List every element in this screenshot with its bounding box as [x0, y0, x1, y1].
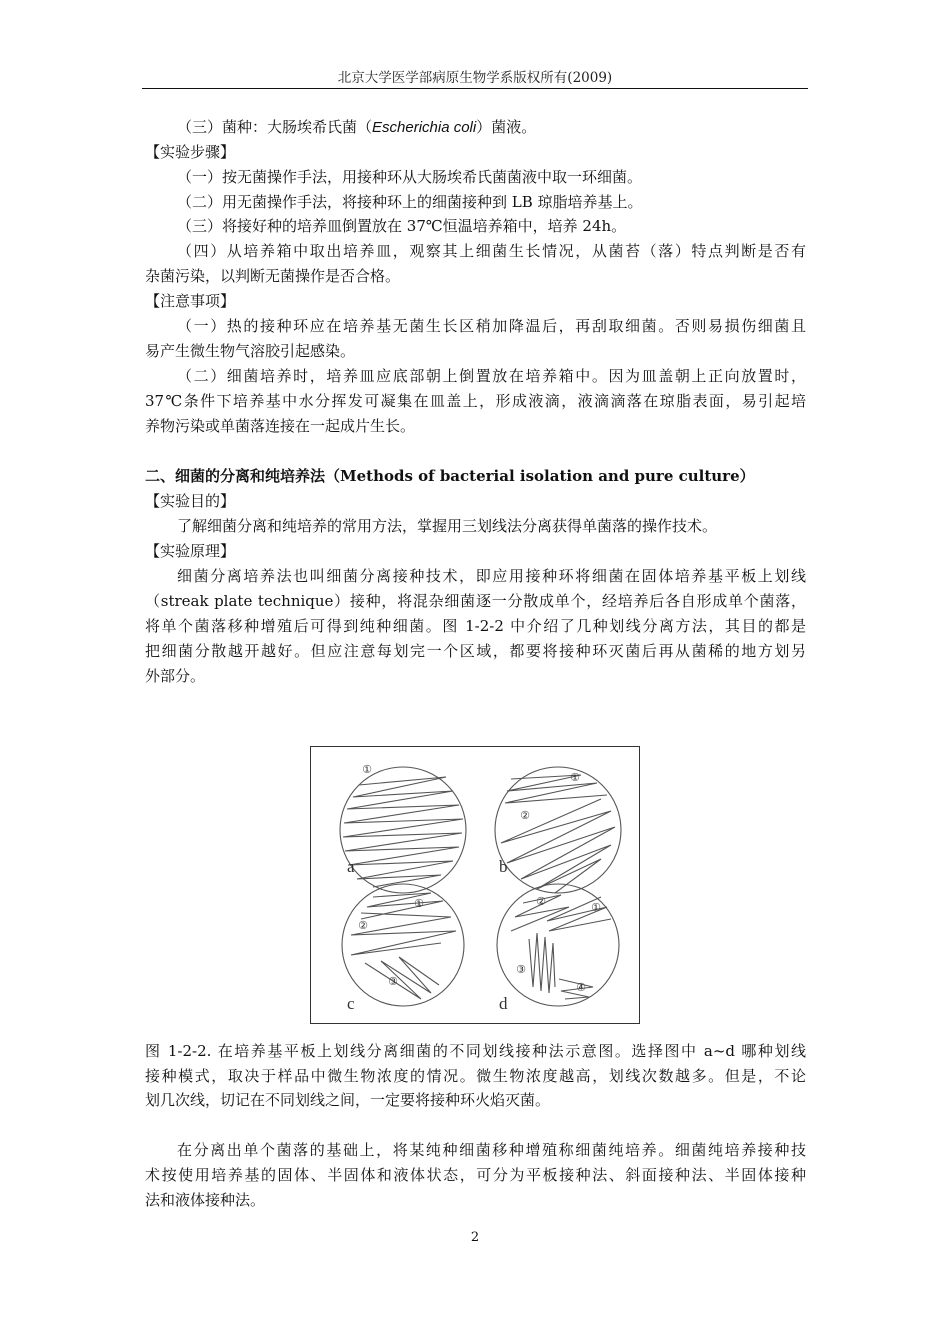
zone-mark: ③: [516, 963, 526, 976]
zone-mark: ②: [520, 809, 530, 822]
principle-line: 细菌分离培养法也叫细菌分离接种技术，即应用接种环将细菌在固体培养基平板上划线: [177, 567, 806, 585]
principle-line: 把细菌分散越开越好。但应注意每划完一个区域，都要将接种环灭菌后再从菌稀的地方划另: [145, 642, 806, 660]
zone-mark: ①: [414, 897, 424, 910]
note-line: 37℃条件下培养基中水分挥发可凝集在皿盖上，形成液滴，液滴滴落在琼脂表面，易引起培: [145, 392, 806, 410]
closing-line: 术按使用培养基的固体、半固体和液体状态，可分为平板接种法、斜面接种法、半固体接种: [145, 1166, 806, 1184]
closing-line: 在分离出单个菌落的基础上，将某纯种细菌移种增殖称细菌纯培养。细菌纯培养接种技: [177, 1141, 806, 1159]
streak-plates-diagram: [311, 747, 639, 1023]
caption-line: 划几次线，切记在不同划线之间，一定要将接种环火焰灭菌。: [145, 1091, 551, 1109]
page-number: 2: [470, 1230, 480, 1245]
step-line: （三）将接好种的培养皿倒置放在 37℃恒温培养箱中，培养 24h。: [177, 217, 627, 235]
zone-mark: ①: [570, 771, 580, 784]
strain-suffix: ）菌液。: [476, 118, 537, 136]
panel-label-a: a: [347, 857, 355, 876]
zone-mark: ①: [362, 763, 372, 776]
zone-mark: ②: [358, 919, 368, 932]
note-line: （二）细菌培养时，培养皿应底部朝上倒置放在培养箱中。因为皿盖朝上正向放置时，: [177, 367, 806, 385]
purpose-heading: 【实验目的】: [145, 492, 236, 510]
note-line: （一）热的接种环应在培养基无菌生长区稍加降温后，再刮取细菌。否则易损伤细菌且: [177, 317, 806, 335]
streak-lines-c-zone3: [365, 957, 439, 999]
strain-prefix: （三）菌种：大肠埃希氏菌（: [177, 118, 373, 136]
principle-line: 将单个菌落移种增殖后可得到纯种细菌。图 1-2-2 中介绍了几种划线分离方法，其目的都是: [145, 617, 806, 635]
panel-label-b: b: [499, 857, 508, 876]
zone-mark: ③: [388, 975, 398, 988]
species-name: Escherichia coli: [372, 119, 477, 136]
principle-line: 外部分。: [145, 667, 206, 685]
header-rule: [142, 88, 808, 89]
principle-heading: 【实验原理】: [145, 542, 236, 560]
steps-heading: 【实验步骤】: [145, 143, 236, 161]
notes-heading: 【注意事项】: [145, 292, 236, 310]
zone-mark: ①: [591, 901, 601, 914]
section-title: 二、细菌的分离和纯培养法（Methods of bacterial isolation and pure culture）: [145, 467, 755, 485]
streak-lines-a: [343, 777, 463, 887]
note-line: 养物污染或单菌落连接在一起成片生长。: [145, 417, 416, 435]
step-line: （四）从培养箱中取出培养皿，观察其上细菌生长情况，从菌苔（落）特点判断是否有: [177, 242, 806, 260]
note-line: 易产生微生物气溶胶引起感染。: [145, 342, 356, 360]
purpose-text: 了解细菌分离和纯培养的常用方法，掌握用三划线法分离获得单菌落的操作技术。: [177, 517, 718, 535]
principle-line: （streak plate technique）接种，将混杂细菌逐一分散成单个，经培养后各自形成单个菌落，: [145, 592, 806, 610]
panel-label-d: d: [499, 994, 508, 1013]
panel-label-c: c: [347, 994, 355, 1013]
streak-figure: [310, 746, 640, 1024]
zone-mark: ②: [536, 895, 546, 908]
caption-line: 接种模式，取决于样品中微生物浓度的情况。微生物浓度越高，划线次数越多。但是，不论: [145, 1067, 806, 1085]
step-line: （一）按无菌操作手法，用接种环从大肠埃希氏菌菌液中取一环细菌。: [177, 168, 643, 186]
step-line: 杂菌污染，以判断无菌操作是否合格。: [145, 267, 401, 285]
step-line: （二）用无菌操作手法，将接种环上的细菌接种到 LB 琼脂培养基上。: [177, 193, 643, 211]
streak-lines-d-zone3: [529, 933, 555, 993]
caption-line: 图 1-2-2. 在培养基平板上划线分离细菌的不同划线接种法示意图。选择图中 a~d 哪种划线: [145, 1042, 806, 1060]
plate-b: [495, 767, 621, 893]
page-header: 北京大学医学部病原生物学系版权所有(2009): [337, 70, 613, 86]
strain-line: [177, 117, 536, 138]
closing-line: 法和液体接种法。: [145, 1191, 266, 1209]
zone-mark: ④: [576, 981, 586, 994]
